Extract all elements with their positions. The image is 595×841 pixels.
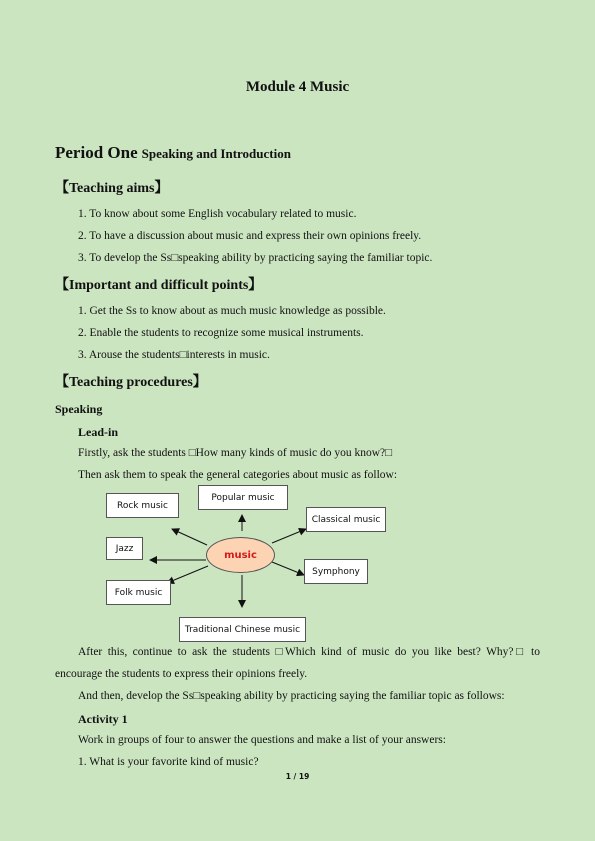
activity-instruction: Work in groups of four to answer the questions and make a list of your answers: bbox=[78, 734, 446, 746]
speaking-label: Speaking bbox=[55, 402, 103, 416]
lead-in-line-2: Then ask them to speak the general categories about music as follow: bbox=[78, 469, 398, 481]
period-main: Period One bbox=[55, 143, 138, 162]
node-music-center: music bbox=[206, 537, 275, 573]
procedures-heading: 【Teaching procedures】 bbox=[55, 375, 207, 390]
aim-item-1: 1. To know about some English vocabulary related to music. bbox=[78, 208, 357, 220]
after-line-1: After this, continue to ask the students □Which kind of music do you like best? Why?□ to bbox=[78, 646, 540, 658]
arrow-to-rock bbox=[172, 529, 207, 545]
node-jazz: Jazz bbox=[106, 537, 143, 560]
after-line-2: encourage the students to express their opinions freely. bbox=[55, 668, 308, 680]
period-sub: Speaking and Introduction bbox=[141, 146, 291, 161]
document-title: Module 4 Music bbox=[245, 79, 350, 95]
point-item-2: 2. Enable the students to recognize some musical instruments. bbox=[78, 327, 364, 339]
aim-item-3: 3. To develop the Ss□speaking ability by practicing saying the familiar topic. bbox=[78, 252, 433, 264]
activity-question-1: 1. What is your favorite kind of music? bbox=[78, 756, 259, 768]
point-item-3: 3. Arouse the students□interests in music. bbox=[78, 349, 270, 361]
arrow-to-classical bbox=[272, 529, 306, 543]
important-points-heading: 【Important and difficult points】 bbox=[55, 278, 263, 293]
activity-label: Activity 1 bbox=[78, 712, 128, 726]
node-classical-music: Classical music bbox=[306, 507, 386, 532]
page-number: 1 / 19 bbox=[285, 772, 310, 781]
node-traditional-chinese-music: Traditional Chinese music bbox=[179, 617, 306, 642]
lead-in-label: Lead-in bbox=[78, 425, 119, 439]
node-rock-music: Rock music bbox=[106, 493, 179, 518]
lead-in-line-1: Firstly, ask the students □How many kinds of music do you know?□ bbox=[78, 447, 393, 459]
arrow-to-symphony bbox=[272, 562, 304, 575]
node-popular-music: Popular music bbox=[198, 485, 288, 510]
arrow-to-folk bbox=[167, 566, 208, 583]
node-folk-music: Folk music bbox=[106, 580, 171, 605]
point-item-1: 1. Get the Ss to know about as much music knowledge as possible. bbox=[78, 305, 386, 317]
teaching-aims-heading: 【Teaching aims】 bbox=[55, 181, 169, 196]
aim-item-2: 2. To have a discussion about music and express their own opinions freely. bbox=[78, 230, 422, 242]
after-line-3: And then, develop the Ss□speaking ability by practicing saying the familiar topic as follows: bbox=[78, 690, 505, 702]
node-symphony: Symphony bbox=[304, 559, 368, 584]
